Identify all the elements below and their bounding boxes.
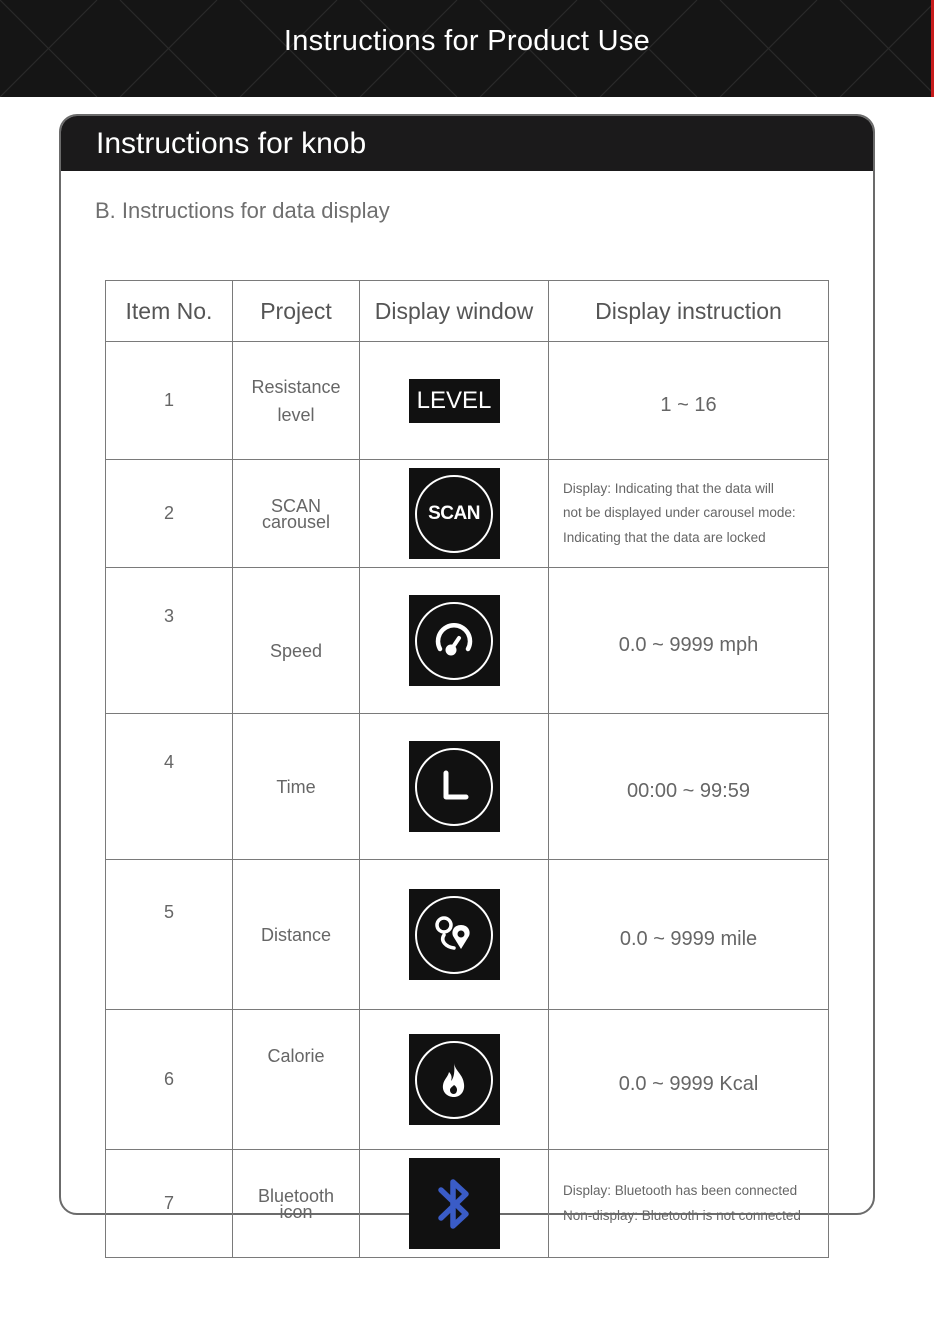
- bluetooth-display: [409, 1158, 500, 1249]
- display-instruction: Display: Indicating that the data will not be displayed under carousel mode: Indicating that the data are locked: [549, 460, 829, 568]
- display-window-cell: [360, 568, 549, 714]
- top-banner: [0, 0, 934, 97]
- time-display: [409, 741, 500, 832]
- project-name: Speed: [233, 568, 360, 714]
- item-number: 3: [106, 568, 233, 714]
- project-name: Resistance level: [233, 342, 360, 460]
- display-window-cell: [360, 342, 549, 460]
- project-name: Calorie: [233, 1010, 360, 1150]
- display-instruction: 00:00 ~ 99:59: [549, 714, 829, 860]
- display-instruction: 1 ~ 16: [549, 342, 829, 460]
- section-subtitle: B. Instructions for data display: [95, 198, 390, 223]
- project-name: SCAN carousel: [233, 460, 360, 568]
- banner-title: Instructions for Product Use: [283, 25, 651, 57]
- card-header: [61, 116, 873, 171]
- table-row: [106, 460, 829, 568]
- table-row: [106, 1150, 829, 1258]
- card-title: Instructions for knob: [96, 127, 367, 160]
- flame-icon: [433, 1059, 475, 1101]
- table-header-row: [106, 281, 829, 342]
- project-name: Time: [233, 714, 360, 860]
- distance-display: [409, 889, 500, 980]
- display-instruction: 0.0 ~ 9999 Kcal: [549, 1010, 829, 1150]
- scan-label: SCAN: [428, 502, 480, 524]
- clock-icon: [434, 767, 474, 807]
- table-row: [106, 714, 829, 860]
- column-header: Display window: [360, 281, 549, 342]
- item-number: 4: [106, 714, 233, 860]
- display-instruction: Display: Bluetooth has been connected Non-display: Bluetooth is not connected: [549, 1150, 829, 1258]
- table-row: [106, 568, 829, 714]
- display-window-cell: [360, 460, 549, 568]
- display-window-cell: [360, 860, 549, 1010]
- project-name: Distance: [233, 860, 360, 1010]
- scan-display: [409, 468, 500, 559]
- table-row: [106, 342, 829, 460]
- speedometer-icon: [430, 617, 478, 665]
- speed-display: [409, 595, 500, 686]
- table-row: [106, 1010, 829, 1150]
- calorie-display: [409, 1034, 500, 1125]
- column-header: Item No.: [106, 281, 233, 342]
- item-number: 6: [106, 1010, 233, 1150]
- display-window-cell: [360, 1150, 549, 1258]
- project-name: Bluetooth icon: [233, 1150, 360, 1258]
- item-number: 5: [106, 860, 233, 1010]
- item-number: 7: [106, 1150, 233, 1258]
- display-window-cell: [360, 1010, 549, 1150]
- display-instruction: 0.0 ~ 9999 mile: [549, 860, 829, 1010]
- level-display: LEVEL: [409, 379, 500, 423]
- column-header: Display instruction: [549, 281, 829, 342]
- bluetooth-icon: [432, 1174, 476, 1234]
- display-instruction: 0.0 ~ 9999 mph: [549, 568, 829, 714]
- item-number: 2: [106, 460, 233, 568]
- item-number: 1: [106, 342, 233, 460]
- column-header: Project: [233, 281, 360, 342]
- table-row: [106, 860, 829, 1010]
- display-window-cell: [360, 714, 549, 860]
- route-pin-icon: [430, 911, 478, 959]
- data-display-table: [105, 280, 829, 1258]
